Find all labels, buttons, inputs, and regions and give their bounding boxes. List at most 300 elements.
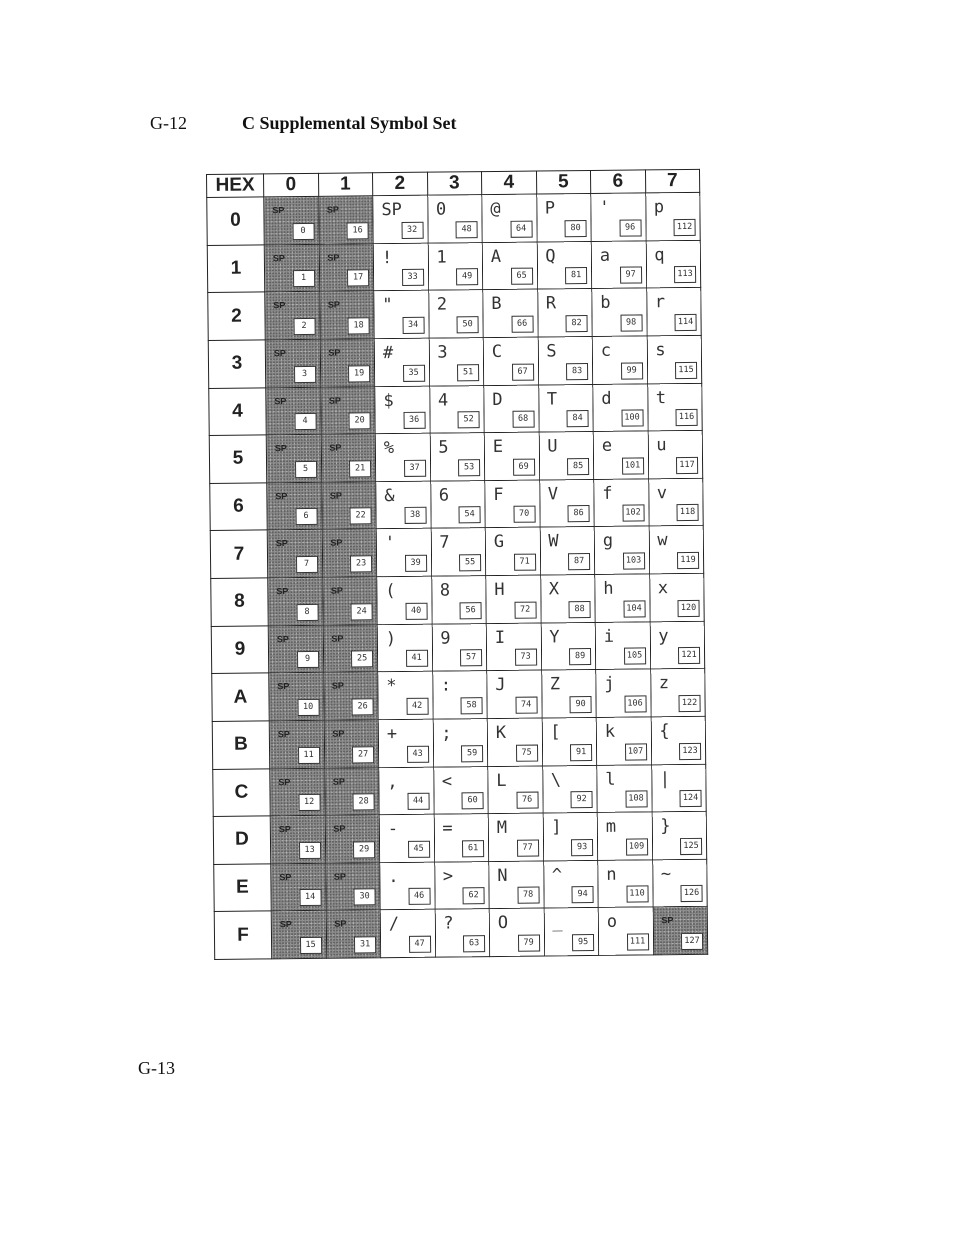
char-code-box: 21 — [349, 460, 371, 477]
char-cell — [543, 860, 598, 908]
char-code-box: 93 — [571, 839, 593, 856]
char-code-box: 59 — [461, 745, 483, 762]
char-symbol: F — [493, 484, 504, 505]
char-code-box: 58 — [460, 697, 482, 714]
char-code-box: 0 — [292, 222, 314, 239]
char-code-box: 46 — [408, 888, 430, 905]
char-cell — [482, 194, 537, 242]
char-cell — [376, 481, 431, 529]
char-symbol: " — [382, 295, 393, 316]
char-code-box: 124 — [679, 790, 701, 807]
char-symbol: U — [547, 436, 558, 457]
table-row — [210, 526, 703, 579]
char-symbol: ~ — [660, 863, 672, 885]
row-header-1: 1 — [207, 245, 264, 293]
char-symbol: 3 — [437, 342, 448, 363]
table-row — [214, 859, 707, 912]
char-code-box: 90 — [569, 696, 591, 713]
char-symbol: SP — [279, 871, 292, 883]
char-symbol: SP — [331, 633, 344, 644]
char-code-box: 71 — [513, 554, 535, 571]
char-cell — [598, 907, 653, 955]
table-row — [212, 669, 705, 722]
char-symbol: ! — [381, 247, 393, 268]
char-code-box: 36 — [403, 412, 425, 429]
char-code-box: 119 — [677, 552, 699, 569]
char-code-box: 66 — [511, 315, 533, 332]
char-code-box: 75 — [515, 744, 537, 761]
page-number-top: G-12 — [150, 113, 187, 133]
char-cell — [432, 671, 487, 719]
char-cell — [594, 526, 649, 574]
char-symbol: SP — [332, 728, 345, 739]
char-symbol: A — [490, 246, 502, 267]
row-header-2: 2 — [208, 292, 265, 340]
row-header-8: 8 — [211, 578, 268, 626]
char-code-box: 33 — [402, 269, 424, 286]
char-code-box: 115 — [675, 361, 697, 378]
char-cell — [539, 479, 594, 527]
char-code-box: 25 — [351, 651, 373, 668]
char-code-box: 64 — [510, 220, 532, 237]
char-symbol: ) — [385, 628, 397, 649]
char-code-box: 24 — [351, 603, 373, 620]
char-cell — [595, 622, 650, 670]
char-symbol: ' — [384, 533, 396, 554]
char-symbol: SP — [278, 824, 291, 835]
char-cell — [592, 288, 647, 336]
char-symbol: X — [548, 579, 560, 600]
char-code-box: 85 — [567, 458, 589, 475]
char-code-box: 37 — [404, 459, 426, 476]
char-symbol: SP — [277, 729, 290, 740]
char-cell — [537, 289, 592, 337]
char-code-box: 19 — [348, 365, 370, 382]
char-code-box: 65 — [511, 268, 533, 285]
char-code-box: 89 — [569, 648, 591, 665]
char-code-box: 35 — [403, 364, 425, 381]
char-cell — [378, 671, 433, 719]
char-symbol: : — [440, 675, 452, 696]
char-cell — [435, 909, 490, 957]
char-code-box: 110 — [626, 886, 648, 903]
char-symbol: 2 — [436, 294, 448, 315]
char-code-box: 48 — [456, 221, 478, 238]
char-cell — [596, 669, 651, 717]
char-cell — [324, 767, 379, 815]
char-symbol: G — [493, 532, 505, 553]
char-symbol: _ — [552, 912, 563, 933]
char-cell — [374, 290, 429, 338]
column-header-2: 2 — [372, 172, 427, 196]
char-cell — [322, 529, 377, 577]
char-cell — [264, 196, 319, 244]
char-code-box: 112 — [673, 219, 695, 236]
char-symbol: B — [491, 294, 502, 315]
char-symbol: D — [492, 389, 503, 410]
char-symbol: s — [655, 340, 666, 361]
char-cell — [323, 672, 378, 720]
char-code-box: 60 — [461, 792, 483, 809]
table-row — [211, 621, 704, 674]
char-cell — [596, 717, 651, 765]
char-cell — [646, 240, 701, 288]
char-code-box: 54 — [458, 507, 480, 524]
char-symbol: ? — [443, 913, 454, 934]
char-code-box: 106 — [624, 695, 646, 712]
char-cell — [484, 432, 539, 480]
char-cell — [592, 336, 647, 384]
char-code-box: 26 — [351, 698, 373, 715]
char-code-box: 68 — [512, 411, 534, 428]
char-cell — [647, 335, 702, 383]
char-cell — [265, 339, 320, 387]
char-code-box: 82 — [565, 315, 587, 332]
column-header-6: 6 — [590, 170, 645, 194]
table-row — [210, 478, 703, 531]
char-cell — [487, 670, 542, 718]
char-symbol: P — [544, 198, 556, 219]
char-symbol: # — [382, 342, 394, 364]
char-cell — [431, 576, 486, 624]
table-row — [207, 192, 700, 245]
char-cell — [486, 623, 541, 671]
char-code-box: 96 — [619, 219, 641, 236]
char-code-box: 15 — [299, 937, 321, 954]
char-cell — [650, 621, 705, 669]
char-cell — [593, 383, 648, 431]
char-code-box: 55 — [459, 554, 481, 571]
char-symbol: = — [442, 818, 453, 839]
char-code-box: 101 — [621, 457, 643, 474]
column-header-0: 0 — [264, 173, 319, 197]
char-symbol: * — [386, 676, 397, 697]
char-symbol: SP — [272, 252, 285, 263]
char-cell — [648, 430, 703, 478]
char-cell — [536, 193, 591, 241]
char-cell — [326, 910, 381, 958]
char-symbol: z — [658, 673, 670, 694]
char-cell — [651, 764, 706, 812]
char-symbol: [ — [550, 722, 561, 743]
char-cell — [652, 859, 707, 907]
char-symbol: | — [659, 768, 671, 789]
row-header-E: E — [214, 864, 271, 912]
char-code-box: 79 — [517, 935, 539, 952]
char-code-box: 17 — [347, 270, 369, 287]
char-symbol: ' — [599, 197, 610, 218]
char-code-box: 114 — [674, 314, 696, 331]
char-code-box: 5 — [295, 461, 317, 478]
char-symbol: & — [384, 485, 395, 506]
char-cell — [542, 717, 597, 765]
column-header-4: 4 — [481, 171, 536, 195]
char-symbol: W — [548, 531, 559, 552]
char-symbol: SP — [333, 871, 346, 882]
row-header-5: 5 — [209, 435, 266, 483]
char-cell — [542, 765, 597, 813]
char-symbol: SP — [274, 395, 287, 406]
char-symbol: SP — [327, 299, 340, 310]
char-symbol: { — [659, 721, 670, 742]
char-symbol: SP — [329, 442, 342, 453]
row-header-F: F — [214, 911, 271, 959]
column-header-3: 3 — [427, 172, 482, 196]
char-cell — [322, 577, 377, 625]
char-code-box: 39 — [405, 555, 427, 572]
char-cell — [597, 812, 652, 860]
char-cell — [538, 384, 593, 432]
char-code-box: 77 — [516, 839, 538, 856]
char-symbol: C — [491, 341, 503, 362]
char-cell — [543, 813, 598, 861]
char-symbol: SP — [275, 538, 288, 549]
char-cell — [645, 192, 700, 240]
char-cell — [266, 387, 321, 435]
table-row — [212, 716, 705, 769]
char-code-box: 34 — [402, 317, 424, 334]
char-code-box: 92 — [570, 791, 592, 808]
char-symbol: ^ — [551, 865, 563, 886]
char-symbol: E — [492, 437, 504, 458]
char-code-box: 32 — [401, 221, 423, 238]
char-code-box: 98 — [620, 314, 642, 331]
char-symbol: . — [388, 866, 399, 887]
char-symbol: 0 — [435, 199, 447, 220]
char-code-box: 7 — [296, 556, 318, 573]
char-code-box: 31 — [354, 936, 376, 953]
char-cell — [485, 480, 540, 528]
char-cell — [264, 244, 319, 292]
char-symbol: y — [658, 625, 669, 646]
char-symbol: 9 — [440, 628, 451, 649]
char-cell — [373, 195, 428, 243]
char-code-box: 57 — [460, 649, 482, 666]
char-symbol: h — [603, 578, 614, 599]
char-code-box: 86 — [567, 505, 589, 522]
char-cell — [270, 815, 325, 863]
char-code-box: 123 — [679, 742, 701, 759]
char-cell — [266, 434, 321, 482]
char-symbol: SP — [278, 776, 291, 787]
char-symbol: x — [657, 578, 669, 599]
char-cell — [489, 861, 544, 909]
char-symbol: t — [655, 387, 667, 408]
char-code-box: 72 — [514, 601, 536, 618]
char-code-box: 23 — [350, 555, 372, 572]
char-code-box: 108 — [625, 791, 647, 808]
char-symbol: > — [442, 866, 454, 887]
character-chart — [206, 169, 708, 960]
char-cell — [271, 911, 326, 959]
char-symbol: i — [603, 626, 615, 647]
char-symbol: / — [388, 914, 400, 935]
row-header-B: B — [212, 721, 269, 769]
char-symbol: V — [547, 484, 559, 505]
row-header-D: D — [213, 816, 270, 864]
table-row — [209, 383, 702, 436]
char-code-box: 113 — [674, 266, 696, 283]
char-cell — [265, 292, 320, 340]
char-symbol: ] — [551, 817, 562, 838]
char-symbol: M — [496, 818, 508, 839]
char-cell — [650, 669, 705, 717]
char-code-box: 67 — [511, 363, 533, 380]
row-header-7: 7 — [210, 530, 267, 578]
char-cell — [649, 526, 704, 574]
char-cell — [594, 479, 649, 527]
char-cell — [598, 860, 653, 908]
char-code-box: 94 — [571, 886, 593, 903]
char-symbol: o — [606, 912, 618, 933]
char-symbol: ; — [441, 723, 452, 744]
char-cell — [487, 718, 542, 766]
column-header-7: 7 — [645, 169, 700, 193]
char-code-box: 83 — [566, 363, 588, 380]
char-symbol: SP — [273, 348, 286, 359]
char-symbol: p — [653, 197, 665, 218]
char-code-box: 8 — [296, 603, 318, 620]
char-symbol: SP — [333, 823, 346, 834]
char-code-box: 13 — [298, 842, 320, 859]
char-code-box: 47 — [408, 936, 430, 953]
char-code-box: 6 — [295, 508, 317, 525]
char-cell — [319, 243, 374, 291]
char-cell — [321, 434, 376, 482]
char-code-box: 104 — [623, 600, 645, 617]
char-symbol: SP — [275, 490, 288, 502]
char-code-box: 28 — [352, 793, 374, 810]
char-symbol: l — [605, 769, 616, 790]
char-cell — [591, 241, 646, 289]
char-cell — [432, 623, 487, 671]
char-cell — [325, 815, 380, 863]
table-row — [207, 240, 700, 293]
char-code-box: 80 — [565, 220, 587, 237]
char-code-box: 9 — [297, 651, 319, 668]
char-cell — [538, 336, 593, 384]
char-code-box: 27 — [352, 746, 374, 763]
char-code-box: 52 — [458, 411, 480, 428]
char-cell — [374, 338, 429, 386]
char-cell — [648, 478, 703, 526]
char-code-box: 95 — [572, 934, 594, 951]
char-code-box: 100 — [621, 410, 643, 427]
char-code-box: 91 — [570, 743, 592, 760]
char-cell — [324, 720, 379, 768]
char-cell — [486, 575, 541, 623]
char-symbol: a — [599, 245, 611, 266]
char-code-box: 109 — [625, 838, 647, 855]
char-symbol: S — [546, 341, 557, 362]
char-symbol: SP — [334, 918, 347, 930]
char-code-box: 30 — [353, 889, 375, 906]
char-code-box: 105 — [623, 648, 645, 665]
table-row — [208, 288, 701, 341]
row-header-C: C — [213, 768, 270, 816]
char-cell — [431, 528, 486, 576]
char-code-box: 51 — [457, 364, 479, 381]
char-cell — [325, 862, 380, 910]
char-code-box: 16 — [347, 222, 369, 239]
char-symbol: 4 — [437, 389, 449, 411]
char-symbol: g — [602, 531, 614, 552]
char-cell — [377, 624, 432, 672]
char-code-box: 20 — [349, 412, 371, 429]
char-cell — [485, 527, 540, 575]
char-symbol: K — [495, 722, 507, 743]
char-code-box: 99 — [620, 362, 642, 379]
char-code-box: 4 — [294, 413, 316, 430]
char-code-box: 87 — [568, 553, 590, 570]
char-cell — [271, 863, 326, 911]
char-symbol: n — [606, 864, 617, 885]
char-symbol: SP — [330, 585, 343, 596]
char-code-box: 103 — [622, 552, 644, 569]
char-cell — [539, 432, 594, 480]
char-code-box: 53 — [458, 459, 480, 476]
char-symbol: w — [657, 530, 668, 551]
char-symbol: SP — [327, 252, 340, 263]
char-symbol: k — [604, 721, 616, 742]
char-code-box: 125 — [680, 838, 702, 855]
char-symbol: SP — [331, 680, 344, 691]
char-code-box: 97 — [619, 267, 641, 284]
char-symbol: Q — [545, 245, 556, 267]
char-cell — [537, 241, 592, 289]
char-symbol: L — [496, 770, 507, 791]
row-header-0: 0 — [207, 197, 264, 245]
char-symbol: 1 — [436, 247, 447, 268]
char-symbol: 7 — [439, 532, 450, 553]
table-row — [213, 764, 706, 817]
char-symbol: SP — [330, 537, 343, 549]
char-cell — [591, 193, 646, 241]
char-cell — [321, 481, 376, 529]
char-symbol: } — [660, 816, 671, 837]
row-header-4: 4 — [209, 387, 266, 435]
char-cell — [429, 337, 484, 385]
char-symbol: SP — [326, 204, 339, 215]
char-code-box: 1 — [293, 270, 315, 287]
char-symbol: I — [494, 627, 506, 648]
char-symbol: H — [494, 579, 505, 601]
char-cell — [430, 480, 485, 528]
char-code-box: 118 — [676, 504, 698, 521]
char-cell — [482, 242, 537, 290]
char-symbol: R — [545, 293, 557, 314]
char-code-box: 116 — [675, 409, 697, 426]
char-symbol: N — [497, 865, 508, 886]
char-code-box: 29 — [353, 841, 375, 858]
char-cell — [320, 339, 375, 387]
char-cell — [652, 811, 707, 859]
char-symbol: SP — [279, 919, 292, 930]
char-code-box: 76 — [516, 792, 538, 809]
char-symbol: r — [654, 292, 666, 313]
char-symbol: j — [604, 673, 615, 695]
char-code-box: 40 — [405, 602, 427, 619]
char-cell — [651, 716, 706, 764]
char-code-box: 107 — [624, 743, 646, 760]
char-cell — [484, 385, 539, 433]
char-symbol: b — [600, 293, 611, 314]
char-symbol: SP — [661, 915, 674, 926]
char-cell — [378, 719, 433, 767]
char-symbol: SP — [332, 776, 345, 787]
char-cell — [593, 431, 648, 479]
char-code-box: 41 — [405, 650, 427, 667]
